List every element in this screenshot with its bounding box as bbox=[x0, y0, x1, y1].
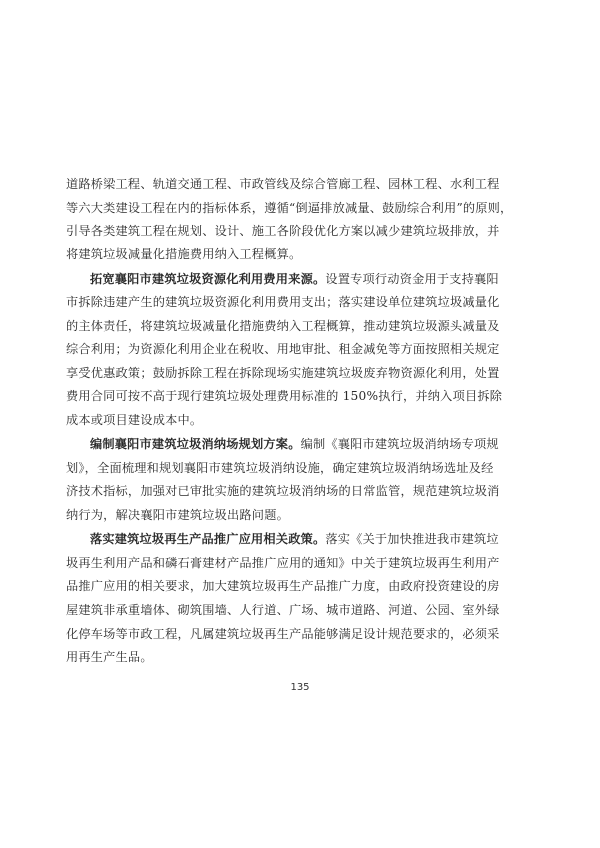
section-heading: 编制襄阳市建筑垃圾消纳场规划方案。 bbox=[90, 437, 301, 451]
section-heading: 落实建筑垃圾再生产品推广应用相关政策。 bbox=[90, 532, 326, 546]
paragraph-line: 道路桥梁工程、轨道交通工程、市政管线及综合管廊工程、园林工程、水利工程 bbox=[66, 177, 500, 191]
paragraph-line: 纳行为，解决襄阳市建筑垃圾出路问题。 bbox=[66, 508, 289, 522]
paragraph-first-line bbox=[90, 271, 546, 287]
paragraph-text: 落实《关于加快推进我市建筑垃 bbox=[325, 532, 499, 546]
paragraph-text: 设置专项行动资金用于支持襄阳 bbox=[325, 272, 499, 286]
paragraph-line: 费用合同可按不高于现行建筑垃圾处理费用标准的 150%执行，并纳入项目拆除 bbox=[66, 389, 503, 403]
section-heading: 拓宽襄阳市建筑垃圾资源化利用费用来源。 bbox=[90, 272, 326, 286]
paragraph-line: 引导各类建筑工程在规划、设计、施工各阶段优化方案以减少建筑垃圾排放，并 bbox=[66, 224, 500, 238]
paragraph-line: 划》，全面梳理和规划襄阳市建筑垃圾消纳设施，确定建筑垃圾消纳场选址及经 bbox=[66, 461, 494, 475]
paragraph-first-line bbox=[90, 531, 546, 547]
paragraph-text: 编制《襄阳市建筑垃圾消纳场专项规 bbox=[300, 437, 499, 451]
paragraph-line: 用再生产生品。 bbox=[66, 650, 153, 664]
paragraph-line: 将建筑垃圾减量化措施费用纳入工程概算。 bbox=[66, 247, 302, 261]
paragraph-line: 屋建筑非承重墙体、砌筑围墙、人行道、广场、城市道路、河道、公园、室外绿 bbox=[66, 603, 500, 617]
paragraph-line: 济技术指标，加强对已审批实施的建筑垃圾消纳场的日常监管，规范建筑垃圾消 bbox=[66, 484, 500, 498]
paragraph-line: 综合利用；为资源化利用企业在税收、用地审批、租金减免等方面按照相关规定 bbox=[66, 342, 500, 356]
paragraph-line: 化停车场等市政工程，凡属建筑垃圾再生产品能够满足设计规范要求的，必须采 bbox=[66, 627, 500, 641]
paragraph-line: 市拆除违建产生的建筑垃圾资源化利用费用支出；落实建设单位建筑垃圾减量化 bbox=[66, 295, 500, 309]
paragraph-line: 品推广应用的相关要求，加大建筑垃圾再生产品推广力度，由政府投资建设的房 bbox=[66, 579, 500, 593]
paragraph-line: 享受优惠政策；鼓励拆除工程在拆除现场实施建筑垃圾废弃物资源化利用，处置 bbox=[66, 366, 500, 380]
paragraph-first-line bbox=[90, 436, 546, 452]
page-number: 135 bbox=[290, 682, 310, 693]
paragraph-line: 的主体责任，将建筑垃圾减量化措施费纳入工程概算，推动建筑垃圾源头减量及 bbox=[66, 319, 500, 333]
paragraph-line: 圾再生利用产品和磷石膏建材产品推广应用的通知》中关于建筑垃圾再生利用产 bbox=[66, 556, 500, 570]
paragraph-line: 等六大类建设工程在内的指标体系，遵循“倒逼排放减量、鼓励综合利用”的原则， bbox=[66, 201, 513, 215]
paragraph-line: 成本或项目建设成本中。 bbox=[66, 413, 203, 427]
